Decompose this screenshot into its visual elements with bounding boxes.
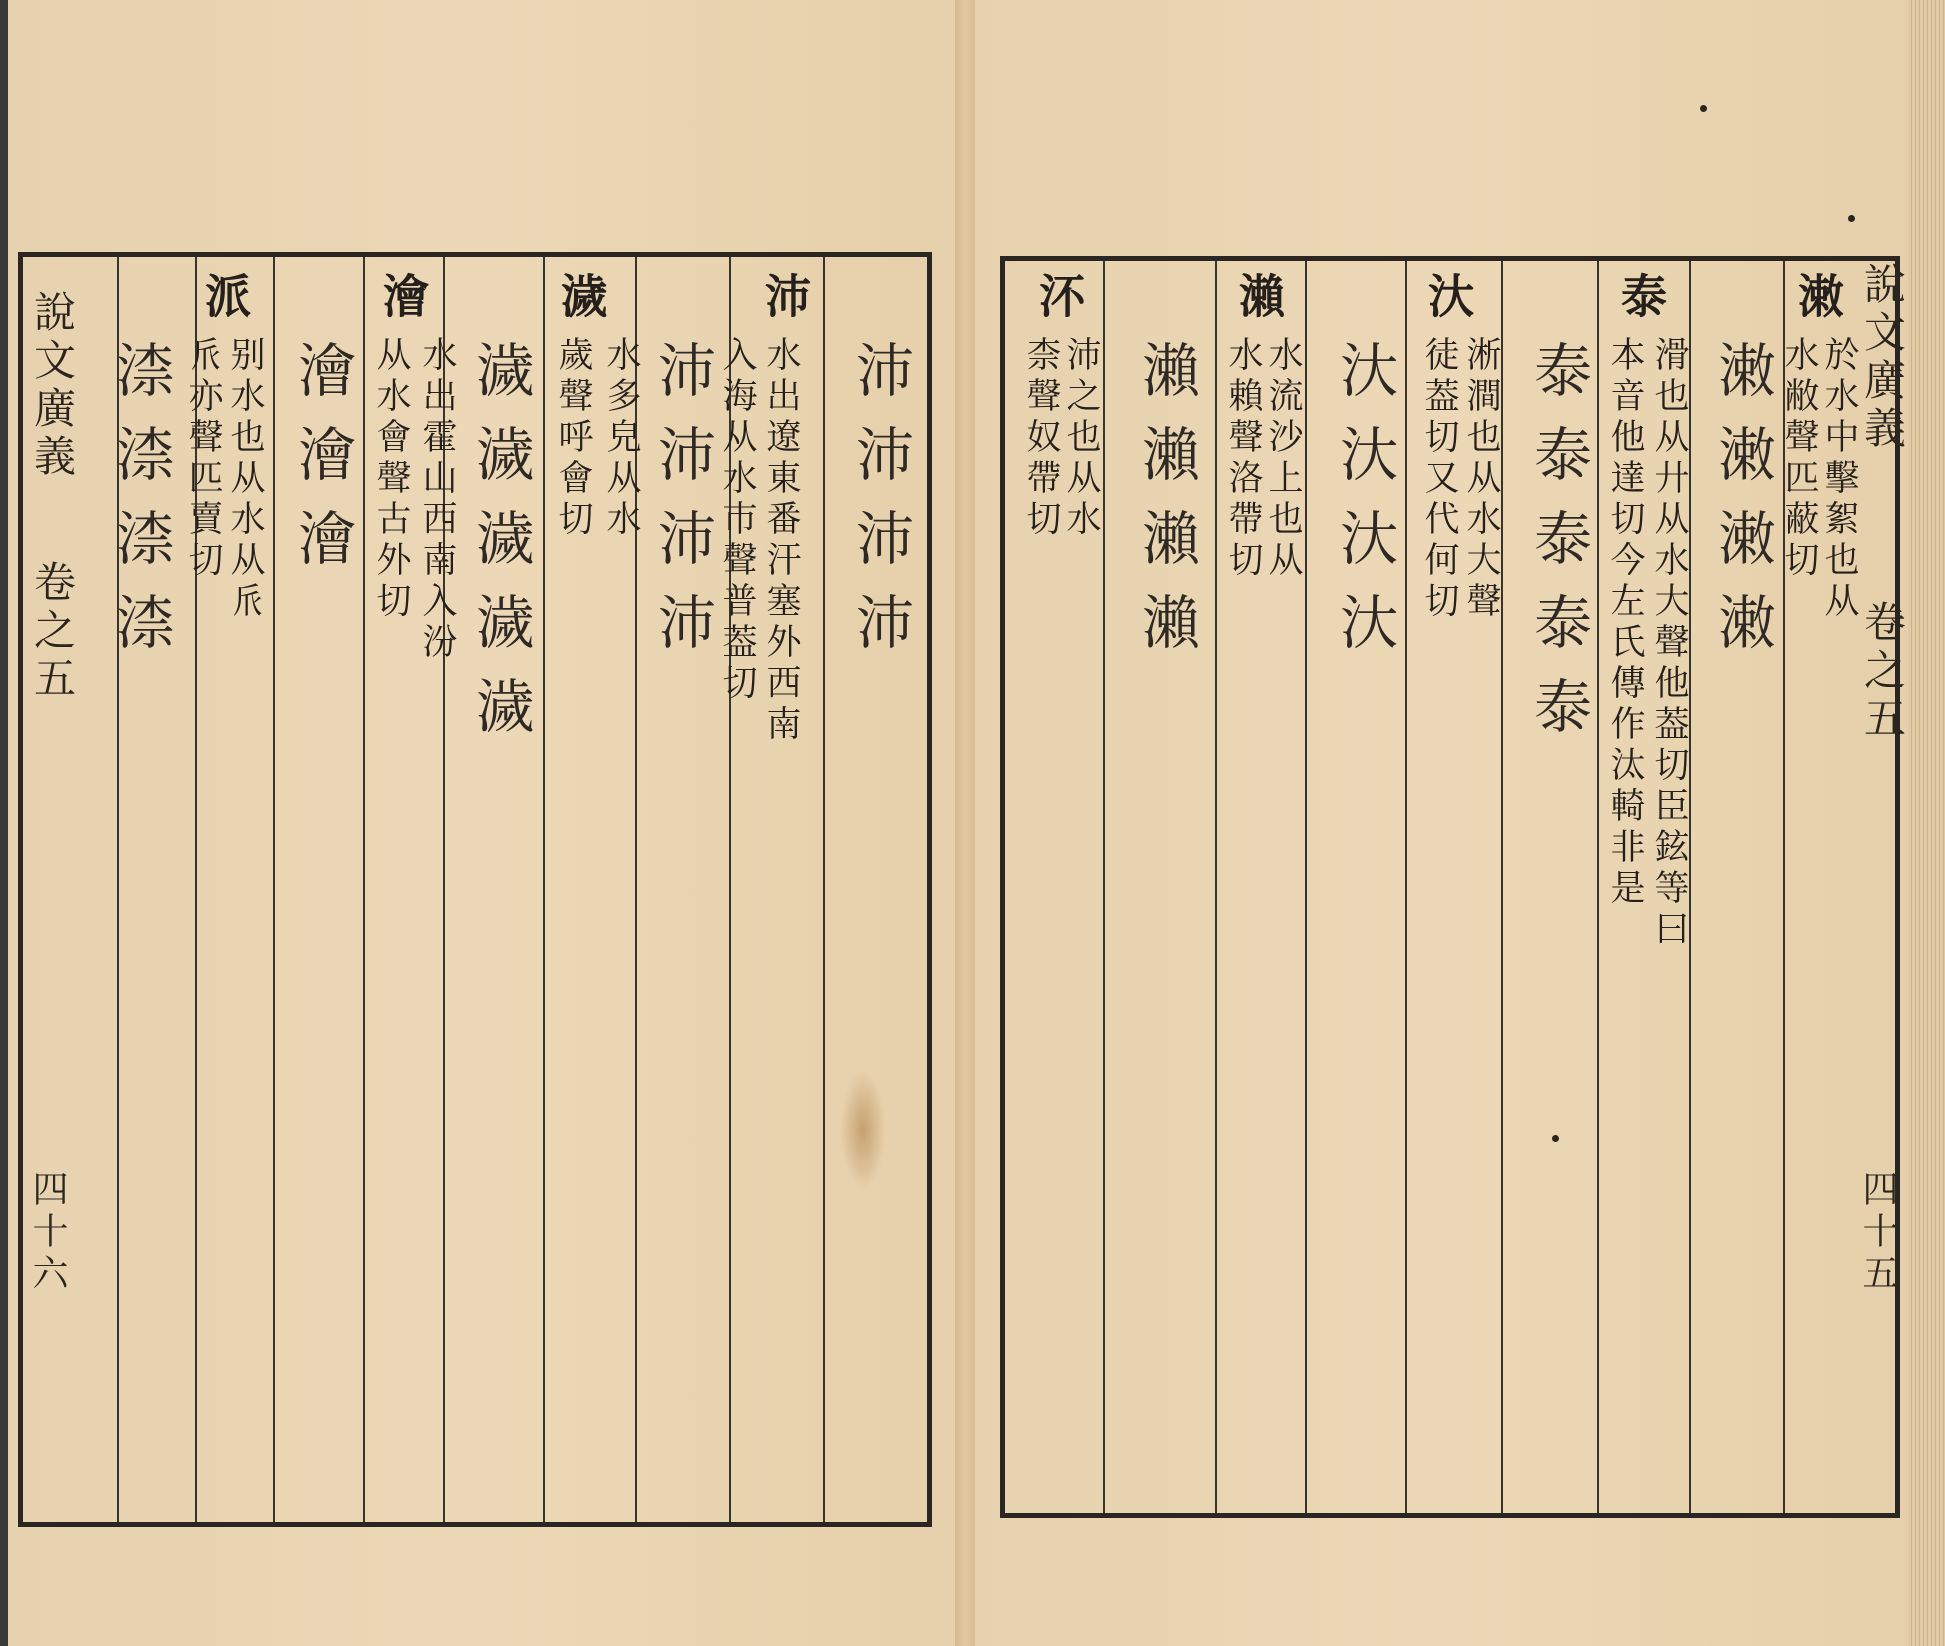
seal-script-column: 澮澮澮 <box>288 340 356 592</box>
ink-speck <box>1700 105 1707 112</box>
entry-head: 泰 <box>1614 272 1668 324</box>
entry-note: 水多皃从水 <box>601 336 641 541</box>
right-volume-label: 卷之五 <box>1858 600 1907 744</box>
entry-note: 𠂢亦聲匹賣切 <box>183 336 223 582</box>
entry-note: 滑也从廾从水大聲他葢切臣鉉等曰 <box>1649 336 1689 951</box>
seal-script-column: 泰泰泰泰泰 <box>1524 340 1592 760</box>
seal-script-column: 瀨瀨瀨瀨 <box>1132 340 1200 676</box>
entry-head: 潄 <box>1791 272 1845 324</box>
entry-head: 沛 <box>758 272 812 324</box>
entry-note: 从水會聲古外切 <box>371 336 411 623</box>
seal-script-column: 沛沛沛沛 <box>846 340 914 676</box>
entry-head: 㳅 <box>1032 272 1086 324</box>
entry-head: 汏 <box>1421 272 1475 324</box>
seal-script-column: 汏汏汏汏 <box>1330 340 1398 676</box>
book-gutter <box>955 0 975 1646</box>
right-margin-title: 說文廣義 <box>1858 262 1907 454</box>
entry-note: 水敝聲匹蔽切 <box>1779 336 1819 582</box>
entry-note: 於水中擊絮也从 <box>1819 336 1859 623</box>
entry-head: 瀨 <box>1232 272 1286 324</box>
entry-note: 水流沙上也从 <box>1263 336 1303 582</box>
entry-note: 歲聲呼會切 <box>553 336 593 541</box>
entry-note: 别水也从水从𠂢 <box>225 336 265 623</box>
entry-note: 徒葢切又代何切 <box>1419 336 1459 623</box>
entry-head: 濊 <box>554 272 608 324</box>
entry-note: 淅澗也从水大聲 <box>1461 336 1501 623</box>
seal-script-column: 沛沛沛沛 <box>648 340 716 676</box>
entry-note: 水出遼東番汗塞外西南 <box>761 336 801 746</box>
entry-note: 水出霍山西南入汾 <box>417 336 457 664</box>
ink-speck <box>1848 215 1855 222</box>
entry-note: 入海从水巿聲普葢切 <box>717 336 757 705</box>
entry-head: 澮 <box>376 272 430 324</box>
entry-note: 本音他達切今左氏傳作汰輢非是 <box>1605 336 1645 910</box>
page-edges <box>1908 0 1945 1646</box>
entry-head: 派 <box>198 272 252 324</box>
seal-script-column: 濊濊濊濊濊 <box>466 340 534 760</box>
entry-note: 水賴聲洛帶切 <box>1223 336 1263 582</box>
left-margin-title: 說文廣義 <box>28 290 77 482</box>
seal-script-column: 渿渿渿渿 <box>106 340 174 676</box>
ink-speck <box>1552 1135 1559 1142</box>
left-volume-label: 卷之五 <box>28 560 77 704</box>
entry-note: 柰聲奴帶切 <box>1021 336 1061 541</box>
entry-note: 沛之也从水 <box>1061 336 1101 541</box>
seal-script-column: 潄潄潄潄 <box>1708 340 1776 676</box>
right-folio-number: 四十五 <box>1857 1170 1898 1296</box>
paper-stain <box>840 1070 886 1190</box>
left-folio-number: 四十六 <box>27 1170 68 1296</box>
